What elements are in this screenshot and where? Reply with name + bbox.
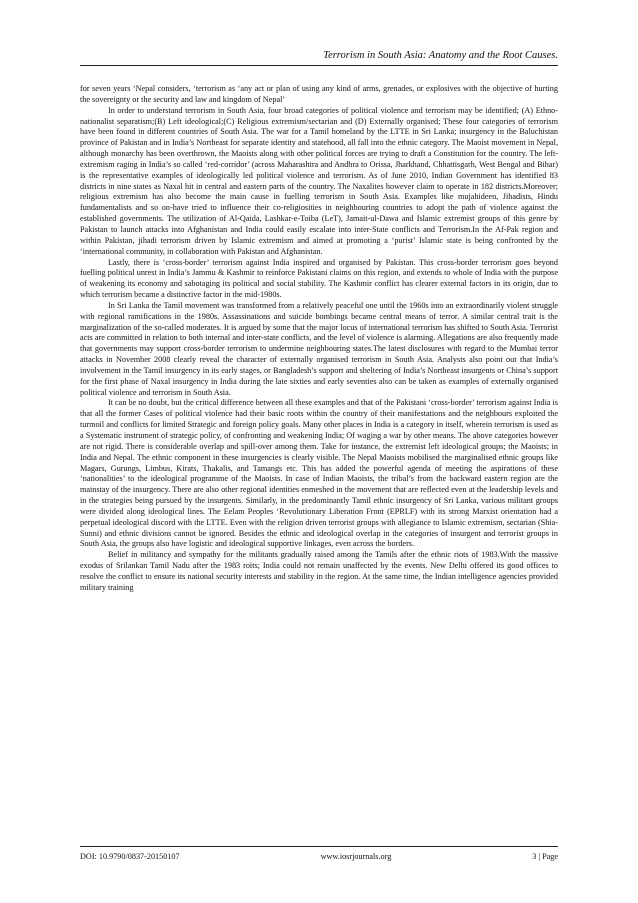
footer-doi: DOI: 10.9790/0837-20150107 xyxy=(80,852,180,861)
paragraph: Belief in militancy and sympathy for the militants gradually raised among the Tamils after the ethnic riots of 1983.With the massive exodus of Srilankan Tamil Nadu after the 1983 roits; India could not remain unaffected by the events. New Delhi offered its good offices to resolve the conflict to ensure its national security interests and stability in the region. At the same time, the Indian intelligence agencies provided military training xyxy=(80,550,558,592)
page-footer xyxy=(80,846,558,861)
footer-website[interactable]: www.iosrjournals.org xyxy=(320,852,392,861)
paragraph: Lastly, there is ‘cross-border’ terrorism against India inspired and organised by Pakistan. This cross-border terrorism goes beyond fuelling political unrest in India’s Jammu & Kashmir to reinforce Pakistani claims on this region, and extends to whole of India with the purpose of weakening its economy and sabotaging its political and social stability. The Kashmir conflict has clearer external factors in its origin, due to which terrorism became a distinctive factor in the mid-1980s. xyxy=(80,257,558,300)
running-header xyxy=(80,50,558,66)
paragraph: for seven years ‘Nepal considers, ‘terrorism as ‘any act or plan of using any kind of arms, grenades, or explosives with the objective of hurting the sovereignty or the security and law and kingdom of Nepal’ xyxy=(80,84,558,104)
footer-page-number: 3 | Page xyxy=(532,852,558,861)
body-text xyxy=(80,84,558,594)
paragraph: In order to understand terrorism in South Asia, four broad categories of political violence and terrorism may be identified; (A) Ethno-nationalist separatism;(B) Left ideological;(C) Religious extremism/sectarian and (D) Externally organised; These four categories of terrorism have been found in different countries of South Asia. The war for a Tamil homeland by the LTTE in Sri Lanka; insurgency in the Baluchistan province of Pakistan and in India’s Northeast for separate identity and statehood, all fall into the ethnic category. The Maoist movement in Nepal, although monarchy has been overthrown, the Maoists along with other political forces are trying to draft a Constitution for the country. The left-extremism raging in India’s so called ‘red-corridor’ (across Maharashtra and Andhra to Orissa, Jharkhand, Chhattisgarh, West Bengal and Bihar) is the representative examples of ideologically led political violence and terrorism. As of June 2010, Indian Government has identified 83 districts in nine states as Naxal hit in central and eastern parts of the country. The Naxalites however claim to operate in 182 districts.Moreover; religious extremism has also become the main cause in fuelling terrorism in South Asia. Examples like mujahideen, Jihadists, Hindu fundamentalists and so on-have tried to influence their co-religiosities in neighbouring countries to adopt the path of violence against the established governments. The utilization of Al-Qaida, Lashkar-e-Toiba (LeT), Jamait-ul-Dawa and Islamic extremist groups of this genre by Pakistan to launch attacks into Afghanistan and India could easily escalate into inter-State conflicts and Terrorism.In the Af-Pak region and within Pakistan, jihadi terrorism driven by Islamic extremism and aimed at promoting a ‘purist’ Islamic state is being confronted by the ‘international community, in collaboration with Pakistan and Afghanistan. xyxy=(80,105,558,256)
paragraph: In Sri Lanka the Tamil movement was transformed from a relatively peaceful one until the 1960s into an extraordinarily violent struggle with regional ramifications in the 1980s. Assassinations and suicide bombings became central means of terror. A similar central trait is the marginalization of the so-called moderates. It is argued by some that the major locus of international terrorism has shifted to South Asia. Terrorist acts are committed in relation to both internal and inter-state conflicts, and the level of violence is alarming. Allegations are also frequently made that governments may support cross-border terrorism to undermine neighbouring states.The latest disclosures with regard to the Mumbai terror attacks in November 2008 clearly reveal the character of externally organised terrorism in South Asia. Analysts also point out that India’s involvement in the Tamil insurgency in its early stages, or Bangladesh’s support and sheltering of India’s Northeast insurgents or China’s support for the first phase of Naxal insurgency in India during the late sixties and early seventies also can be taken as examples of externally organised political violence and terrorism in South Asia. xyxy=(80,300,558,397)
paragraph: It can be no doubt, but the critical difference between all these examples and that of the Pakistani ‘cross-border’ terrorism against India is that all the former Cases of political violence had their basic roots within the country of their manifestations and the neighbours exploited the turmoil and conflicts for limited Strategic and foreign policy goals. Many other places in India is a category in itself, wherein terrorism is used as a Systematic instrument of strategic policy, of confronting and weakening India; Of waging a war by other means. The above categories however are not rigid. There is considerable overlap and spill-over among them. Take for instance, the extremist left ideological groups; the Maoists; in India and Nepal. The ethnic component in these insurgencies is clearly visible. The Nepal Maoists mobilised the marginalised ethnic groups like Magars, Gurungs, Limbus, Kirats, Thakalis, and Tamangs etc. This has added the powerful agenda of meeting the aspirations of these ‘nationalities’ to the ideological programme of the Maoists. In case of Indian Maoists, the tribal’s from the backward eastern region are the mainstay of the insurgency. There are also other regional identities enmeshed in the movement that are reflected even at the leadership levels and in the strategies being pursued by the insurgents. Similarly, in the predominantly Tamil ethnic insurgency of Sri Lanka, various militant groups were divided along ideological lines. The Eelam Peoples ‘Revolutionary Liberation Front (EPRLF) with its strong Marxist orientation had a perpetual ideological discord with the LTTE. Even with the religion driven terrorist groups with allegiance to Islamic extremism, sectarian (Shia-Sunni) and ethnic divisions cannot be ignored. Besides the ethnic and ideological overlap in the categories of insurgent and terrorist groups in South Asia, the groups also have logistic and ideological supportive linkages, even across the borders. xyxy=(80,398,558,549)
running-title: Terrorism in South Asia: Anatomy and the Root Causes. xyxy=(323,50,558,61)
